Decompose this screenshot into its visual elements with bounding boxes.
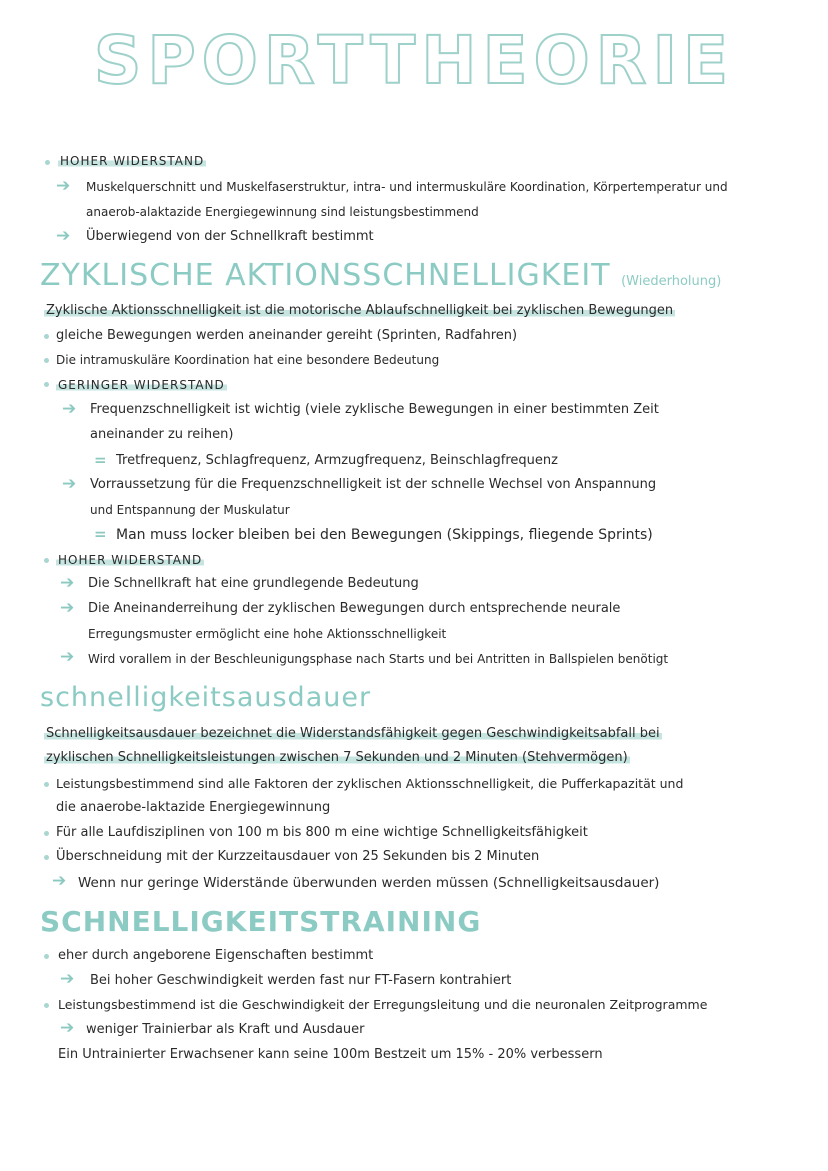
arrow-text: Frequenzschnelligkeit ist wichtig (viele zyklische Bewegungen in einer bestimmten Zeit <box>90 402 659 417</box>
arrow-text-cont: und Entspannung der Muskulatur <box>90 503 290 517</box>
bullet-text: Für alle Laufdisziplinen von 100 m bis 800 m eine wichtige Schnelligkeitsfähigkeit <box>56 825 588 840</box>
bullet-text: GERINGER WIDERSTAND <box>58 378 225 392</box>
bullet-text: Die intramuskuläre Koordination hat eine besondere Bedeutung <box>56 353 440 367</box>
arrow-text: Vorraussetzung für die Frequenzschnelligkeit ist der schnelle Wechsel von Anspannung <box>90 477 657 492</box>
arrow-text: Wenn nur geringe Widerstände überwunden werden müssen (Schnelligkeitsausdauer) <box>78 875 660 891</box>
bullet-hoher-widerstand <box>56 551 204 569</box>
definition-text: Zyklische Aktionsschnelligkeit ist die motorische Ablaufschnelligkeit bei zyklischen Bewegungen <box>46 303 674 318</box>
section-heading-zyklische <box>40 258 721 293</box>
arrow-icon: ➔ <box>56 176 71 196</box>
definition-text: zyklischen Schnelligkeitsleistungen zwischen 7 Sekunden und 2 Minuten (Stehvermögen) <box>46 750 628 765</box>
bullet-dot <box>45 160 50 165</box>
arrow-icon: ➔ <box>60 573 75 593</box>
bullet-geringer-widerstand <box>56 376 227 394</box>
heading-text: ZYKLISCHE AKTIONSSCHNELLIGKEIT <box>40 258 611 293</box>
arrow-text-cont: aneinander zu reihen) <box>90 427 234 442</box>
arrow-text-cont: Erregungsmuster ermöglicht eine hohe Aktionsschnelligkeit <box>88 627 447 641</box>
arrow-text: weniger Trainierbar als Kraft und Ausdauer <box>86 1022 365 1037</box>
bullet-dot <box>44 1003 49 1008</box>
bullet-dot <box>44 382 49 387</box>
arrow-icon: ➔ <box>62 474 77 494</box>
arrow-icon: ➔ <box>60 647 75 667</box>
bullet-text: eher durch angeborene Eigenschaften bestimmt <box>58 948 374 963</box>
arrow-icon: ➔ <box>52 871 67 891</box>
bullet-text: HOHER WIDERSTAND <box>58 553 203 567</box>
bullet-text: Leistungsbestimmend ist die Geschwindigkeit der Erregungsleitung und die neuronalen Zeitprogramme <box>58 997 708 1012</box>
arrow-text: Überwiegend von der Schnellkraft bestimmt <box>86 229 374 244</box>
heading-note: (Wiederholung) <box>621 274 722 289</box>
bullet-dot <box>44 558 49 563</box>
arrow-text: Muskelquerschnitt und Muskelfaserstruktur, intra- und intermuskuläre Koordination, Körpertemperatur und <box>86 180 728 194</box>
equals-text: Tretfrequenz, Schlagfrequenz, Armzugfrequenz, Beinschlagfrequenz <box>116 453 558 468</box>
bullet-text: HOHER WIDERSTAND <box>60 154 205 168</box>
arrow-text: Wird vorallem in der Beschleunigungsphase nach Starts und bei Antritten in Ballspielen benötigt <box>88 652 669 666</box>
bullet-text: Überschneidung mit der Kurzzeitausdauer von 25 Sekunden bis 2 Minuten <box>56 849 540 864</box>
bullet-dot <box>44 831 49 836</box>
section-heading-schnelligkeitsausdauer: schnelligkeitsausdauer <box>40 682 372 713</box>
arrow-icon: ➔ <box>60 1018 75 1038</box>
definition-cont <box>44 749 630 767</box>
bullet-text-cont: die anaerobe-laktazide Energiegewinnung <box>56 800 331 815</box>
definition <box>44 725 662 743</box>
arrow-icon: ➔ <box>62 399 77 419</box>
bullet-dot <box>44 954 49 959</box>
arrow-text: Die Aneinanderreihung der zyklischen Bewegungen durch entsprechende neurale <box>88 601 621 616</box>
equals-icon: = <box>94 525 107 543</box>
section-heading-schnelligkeitstraining: SCHNELLIGKEITSTRAINING <box>40 905 482 938</box>
bullet-dot <box>44 334 49 339</box>
note-text: Ein Untrainierter Erwachsener kann seine 100m Bestzeit um 15% - 20% verbessern <box>58 1047 603 1062</box>
arrow-icon: ➔ <box>60 598 75 618</box>
page-title: SPORTTHEORIE <box>93 22 735 99</box>
definition <box>44 302 675 320</box>
arrow-text-cont: anaerob-alaktazide Energiegewinnung sind leistungsbestimmend <box>86 205 479 219</box>
equals-text: Man muss locker bleiben bei den Bewegungen (Skippings, fliegende Sprints) <box>116 527 653 543</box>
bullet-dot <box>44 782 49 787</box>
arrow-icon: ➔ <box>56 226 71 246</box>
definition-text: Schnelligkeitsausdauer bezeichnet die Widerstandsfähigkeit gegen Geschwindigkeitsabfall bei <box>46 726 660 741</box>
equals-icon: = <box>94 451 107 469</box>
arrow-text: Die Schnellkraft hat eine grundlegende Bedeutung <box>88 576 419 591</box>
bullet-hoher-widerstand <box>58 152 206 170</box>
bullet-text: gleiche Bewegungen werden aneinander gereiht (Sprinten, Radfahren) <box>56 328 518 343</box>
bullet-dot <box>44 358 49 363</box>
arrow-text: Bei hoher Geschwindigkeit werden fast nur FT-Fasern kontrahiert <box>90 973 512 988</box>
bullet-text: Leistungsbestimmend sind alle Faktoren der zyklischen Aktionsschnelligkeit, die Pufferkapazität und <box>56 776 684 791</box>
bullet-dot <box>44 855 49 860</box>
arrow-icon: ➔ <box>60 969 75 989</box>
